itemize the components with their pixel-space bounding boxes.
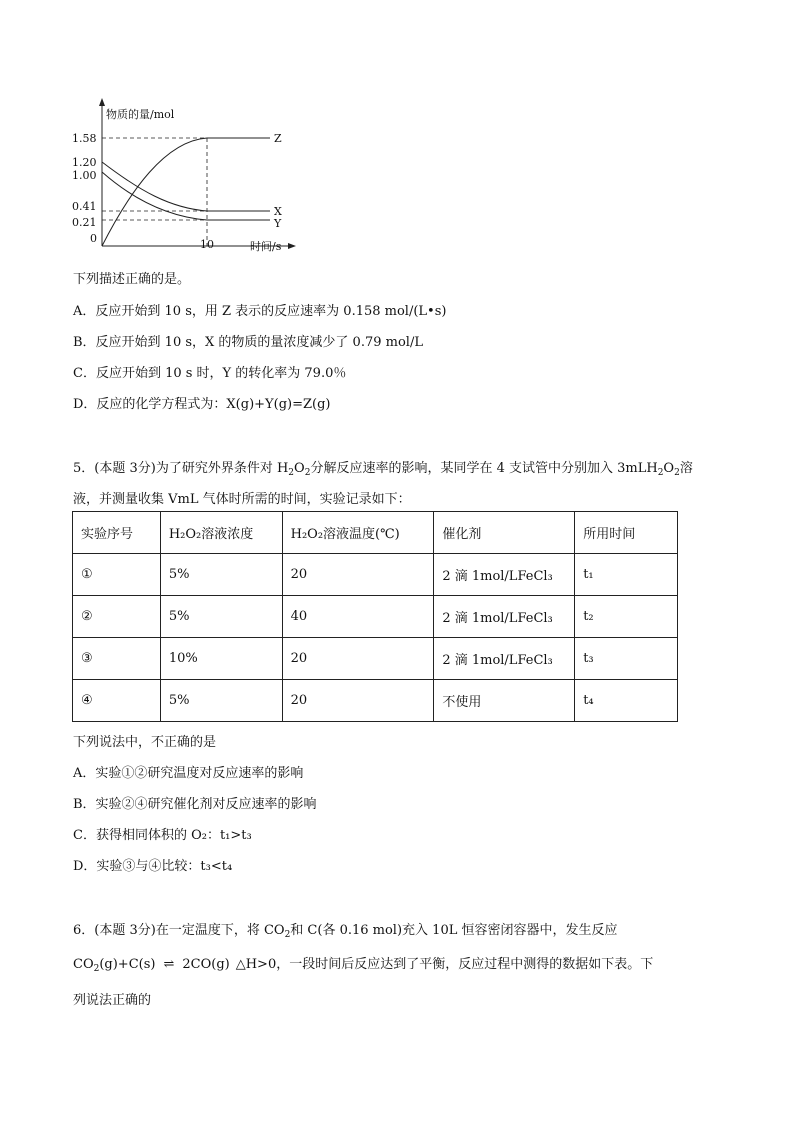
q5-option-d: D．实验③与④比较：t₃<t₄ <box>73 859 233 874</box>
q4-option-a: A．反应开始到 10 s，用 Z 表示的反应速率为 0.158 mol/(L•s) <box>73 304 447 319</box>
q5-stem-line-1: 5．(本题 3分)为了研究外界条件对 $H_2O_2$分解反应速率的影响，某同学在 4 支试管中分别加入 $3mLH_2O_2$溶 <box>73 461 693 478</box>
q5-option-c: C．获得相同体积的 O₂：t₁>t₃ <box>73 828 252 843</box>
table-cell: 5% <box>160 680 282 722</box>
series-x-label: X <box>274 205 282 218</box>
table-cell: 20 <box>282 554 434 596</box>
x-axis-arrow <box>288 243 296 249</box>
q6-stem-line-3: 列说法正确的 <box>73 993 152 1008</box>
table-cell: ② <box>73 596 161 638</box>
y-tick-2: 1.00 <box>72 169 97 182</box>
q4-option-d: D．反应的化学方程式为：X(g)+Y(g)=Z(g) <box>73 397 331 412</box>
table-cell: t₂ <box>575 596 678 638</box>
x-tick-1: 10 <box>200 238 214 251</box>
experiment-table <box>72 511 678 722</box>
table-cell: 不使用 <box>434 680 575 722</box>
q4-option-b: B．反应开始到 10 s，X 的物质的量浓度减少了 0.79 mol/L <box>73 335 423 350</box>
table-cell: 20 <box>282 638 434 680</box>
table-row <box>73 554 678 596</box>
series-x-curve <box>102 162 270 211</box>
table-cell: 2 滴 1mol/LFeCl₃ <box>434 596 575 638</box>
q4-prompt: 下列描述正确的是。 <box>73 272 191 287</box>
amount-time-chart <box>60 96 300 256</box>
y-tick-4: 1.58 <box>72 132 97 145</box>
y-axis-arrow <box>99 98 105 106</box>
table-cell: ④ <box>73 680 161 722</box>
equilibrium-arrow-icon: ⇌ <box>163 957 175 972</box>
x-axis-label: 时间/s <box>250 240 282 253</box>
header-cell: 实验序号 <box>73 512 161 554</box>
header-cell: H₂O₂溶液温度(℃) <box>282 512 434 554</box>
q5-option-b: B．实验②④研究催化剂对反应速率的影响 <box>73 797 317 812</box>
header-cell: H₂O₂溶液浓度 <box>160 512 282 554</box>
table-cell: ③ <box>73 638 161 680</box>
table-cell: 2 滴 1mol/LFeCl₃ <box>434 638 575 680</box>
q5-option-a: A．实验①②研究温度对反应速率的影响 <box>73 766 304 781</box>
header-cell: 所用时间 <box>575 512 678 554</box>
table-cell: t₁ <box>575 554 678 596</box>
y-axis-label: 物质的量/mol <box>106 108 175 121</box>
table-cell: t₃ <box>575 638 678 680</box>
y-tick-0: 0.21 <box>72 216 97 229</box>
x-tick-0: 0 <box>90 232 97 245</box>
series-z-curve <box>102 138 270 246</box>
table-cell: 40 <box>282 596 434 638</box>
table-cell: 10% <box>160 638 282 680</box>
table-cell: 20 <box>282 680 434 722</box>
table-row <box>73 680 678 722</box>
y-tick-3: 1.20 <box>72 156 97 169</box>
table-cell: 2 滴 1mol/LFeCl₃ <box>434 554 575 596</box>
table-cell: ① <box>73 554 161 596</box>
q6-equation-line: $CO_2(g)+C(s)$ ⇌ 2CO(g) △H>0，一段时间后反应达到了平衡，反应过程中测得的数据如下表。下 <box>73 957 654 974</box>
q4-option-c: C．反应开始到 10 s 时，Y 的转化率为 79.0％ <box>73 366 347 381</box>
table-row <box>73 596 678 638</box>
y-tick-1: 0.41 <box>72 200 97 213</box>
series-y-label: Y <box>274 217 282 230</box>
table-cell: 5% <box>160 554 282 596</box>
table-row <box>73 638 678 680</box>
table-cell: t₄ <box>575 680 678 722</box>
series-z-label: Z <box>274 132 282 145</box>
series-y-curve <box>102 172 270 220</box>
table-cell: 5% <box>160 596 282 638</box>
q6-stem-line-1: 6．(本题 3分)在一定温度下，将 $CO_2$和 C(各 0.16 mol)充入 10L 恒容密闭容器中，发生反应 <box>73 923 618 940</box>
table-header-row <box>73 512 678 554</box>
q5-stem-line-2: 液，并测量收集 VmL 气体时所需的时间，实验记录如下： <box>73 492 411 507</box>
header-cell: 催化剂 <box>434 512 575 554</box>
q5-prompt: 下列说法中，不正确的是 <box>73 735 217 750</box>
